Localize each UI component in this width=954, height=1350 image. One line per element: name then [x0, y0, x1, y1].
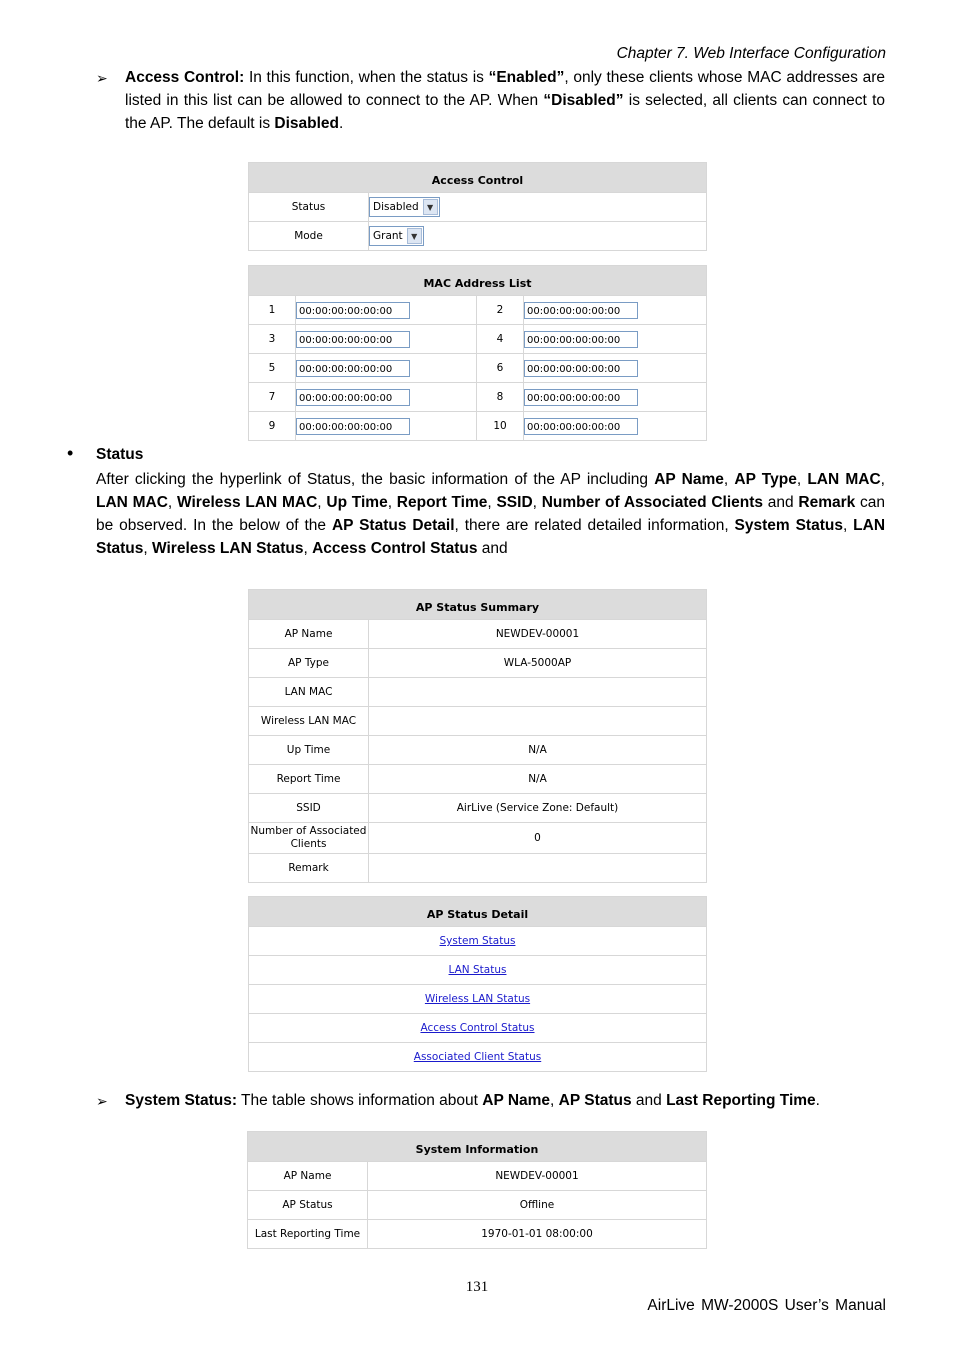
- chapter-header: Chapter 7. Web Interface Configuration: [616, 45, 886, 62]
- ap-status-summary-title: AP Status Summary: [249, 590, 707, 620]
- summary-label: LAN MAC: [249, 678, 369, 707]
- para-text: , only these clients whose MAC addresses are listed in this list can be allowed to connect to the AP. When: [125, 69, 885, 109]
- para-text: ,: [143, 540, 152, 557]
- term: AP Name: [482, 1092, 551, 1109]
- status-label: Status: [249, 193, 369, 222]
- para-text: .: [338, 115, 344, 132]
- system-information-title: System Information: [248, 1132, 707, 1162]
- summary-label: SSID: [249, 794, 369, 823]
- term: AP Name: [654, 471, 724, 488]
- enabled-term: “Enabled”: [488, 69, 565, 86]
- para-text: .: [815, 1092, 820, 1109]
- mac-address-input[interactable]: 00:00:00:00:00:00: [296, 331, 410, 348]
- para-text: ,: [550, 1092, 559, 1109]
- default-term: Disabled: [274, 115, 339, 132]
- para-text: ,: [317, 494, 327, 511]
- ap-status-summary-table: [248, 589, 707, 883]
- access-control-status-link[interactable]: Access Control Status: [420, 1022, 535, 1034]
- mode-label: Mode: [249, 222, 369, 251]
- mac-address-title: MAC Address List: [249, 266, 707, 296]
- access-control-paragraph: [125, 66, 885, 135]
- mac-address-input[interactable]: 00:00:00:00:00:00: [524, 389, 638, 406]
- term: Access Control Status: [312, 540, 478, 557]
- para-text: and: [631, 1092, 667, 1109]
- mac-index: 9: [249, 412, 296, 441]
- chevron-down-icon: ▼: [407, 228, 422, 244]
- system-status-paragraph: [125, 1089, 885, 1112]
- para-text: ,: [796, 471, 808, 488]
- summary-label: AP Type: [249, 649, 369, 678]
- wireless-lan-status-link[interactable]: Wireless LAN Status: [424, 993, 531, 1005]
- mac-index: 8: [477, 383, 524, 412]
- access-control-title: Access Control: [249, 163, 707, 193]
- mac-address-input[interactable]: 00:00:00:00:00:00: [524, 418, 638, 435]
- mac-address-input[interactable]: 00:00:00:00:00:00: [524, 331, 638, 348]
- lan-status-link[interactable]: LAN Status: [448, 964, 507, 976]
- term: Report Time: [396, 494, 488, 511]
- mac-index: 2: [477, 296, 524, 325]
- mac-index: 7: [249, 383, 296, 412]
- term: Wireless LAN Status: [152, 540, 304, 557]
- para-text: The table shows information about: [236, 1092, 483, 1109]
- system-status-link[interactable]: System Status: [439, 935, 516, 947]
- para-text: ,: [387, 494, 397, 511]
- summary-value: N/A: [369, 765, 707, 794]
- para-text: and: [477, 540, 508, 557]
- mac-index: 3: [249, 325, 296, 354]
- system-status-lead: System Status:: [125, 1092, 237, 1109]
- system-info-label: AP Name: [248, 1162, 368, 1191]
- term: SSID: [496, 494, 533, 511]
- mac-index: 4: [477, 325, 524, 354]
- summary-label: Wireless LAN MAC: [249, 707, 369, 736]
- term: Last Reporting Time: [666, 1092, 816, 1109]
- mac-index: 6: [477, 354, 524, 383]
- term: LAN MAC: [807, 471, 881, 488]
- term: Number of Associated Clients: [541, 494, 763, 511]
- arrow-bullet-icon: ➢: [96, 1093, 108, 1109]
- mac-address-table: [248, 265, 707, 441]
- para-text: ,: [723, 471, 735, 488]
- mac-address-input[interactable]: 00:00:00:00:00:00: [296, 389, 410, 406]
- mac-index: 1: [249, 296, 296, 325]
- term: AP Status Detail: [331, 517, 455, 534]
- summary-label: AP Name: [249, 620, 369, 649]
- para-text: ,: [487, 494, 497, 511]
- mac-address-input[interactable]: 00:00:00:00:00:00: [524, 360, 638, 377]
- ap-status-detail-table: [248, 896, 707, 1072]
- mac-index: 10: [477, 412, 524, 441]
- term: Wireless LAN MAC: [177, 494, 318, 511]
- para-text: After clicking the hyperlink of Status, the basic information of the AP including: [96, 471, 655, 488]
- status-heading: Status: [96, 446, 144, 463]
- chevron-down-icon: ▼: [423, 199, 438, 215]
- summary-value: 0: [369, 823, 707, 854]
- para-text: can be observed. In the below of the: [96, 494, 885, 534]
- status-select[interactable]: [369, 197, 440, 217]
- para-text: is selected, all clients can connect to the AP. The default is: [125, 92, 885, 132]
- disabled-term: “Disabled”: [543, 92, 624, 109]
- term: LAN Status: [96, 517, 886, 557]
- para-text: ,: [303, 540, 313, 557]
- summary-label: Number of Associated Clients: [249, 823, 369, 854]
- summary-value: [369, 678, 707, 707]
- page-number: 131: [465, 1279, 489, 1295]
- manual-footer: AirLive MW-2000S User’s Manual: [647, 1297, 886, 1314]
- summary-value: N/A: [369, 736, 707, 765]
- system-info-value: NEWDEV-00001: [368, 1162, 707, 1191]
- access-control-lead: Access Control:: [125, 69, 245, 86]
- mac-address-input[interactable]: 00:00:00:00:00:00: [296, 360, 410, 377]
- status-paragraph: [96, 468, 885, 560]
- bullet-icon: •: [67, 443, 74, 463]
- mode-select-value: Grant: [373, 230, 403, 242]
- term: LAN MAC: [96, 494, 168, 511]
- term: System Status: [734, 517, 843, 534]
- system-info-value: Offline: [368, 1191, 707, 1220]
- summary-value: [369, 854, 707, 883]
- para-text: ,: [532, 494, 542, 511]
- status-select-value: Disabled: [373, 201, 419, 213]
- summary-value: [369, 707, 707, 736]
- system-information-table: [247, 1131, 707, 1249]
- para-text: ,: [842, 517, 854, 534]
- system-info-label: Last Reporting Time: [248, 1220, 368, 1249]
- ap-status-detail-title: AP Status Detail: [249, 897, 707, 927]
- mode-select[interactable]: [369, 226, 424, 246]
- term: AP Type: [734, 471, 797, 488]
- para-text: In this function, when the status is: [244, 69, 489, 86]
- summary-value: WLA-5000AP: [369, 649, 707, 678]
- para-text: and: [763, 494, 799, 511]
- term: Remark: [798, 494, 856, 511]
- mac-address-input[interactable]: 00:00:00:00:00:00: [296, 302, 410, 319]
- associated-client-status-link[interactable]: Associated Client Status: [413, 1051, 542, 1063]
- mac-index: 5: [249, 354, 296, 383]
- term: AP Status: [558, 1092, 632, 1109]
- para-text: ,: [880, 471, 885, 488]
- summary-label: Up Time: [249, 736, 369, 765]
- summary-label: Report Time: [249, 765, 369, 794]
- term: Up Time: [326, 494, 388, 511]
- summary-value: NEWDEV-00001: [369, 620, 707, 649]
- summary-label: Remark: [249, 854, 369, 883]
- summary-value: AirLive (Service Zone: Default): [369, 794, 707, 823]
- mac-address-input[interactable]: 00:00:00:00:00:00: [524, 302, 638, 319]
- arrow-bullet-icon: ➢: [96, 70, 108, 86]
- para-text: ,: [167, 494, 177, 511]
- mac-address-input[interactable]: 00:00:00:00:00:00: [296, 418, 410, 435]
- system-info-label: AP Status: [248, 1191, 368, 1220]
- access-control-table: [248, 162, 707, 251]
- system-info-value: 1970-01-01 08:00:00: [368, 1220, 707, 1249]
- para-text: , there are related detailed information,: [454, 517, 735, 534]
